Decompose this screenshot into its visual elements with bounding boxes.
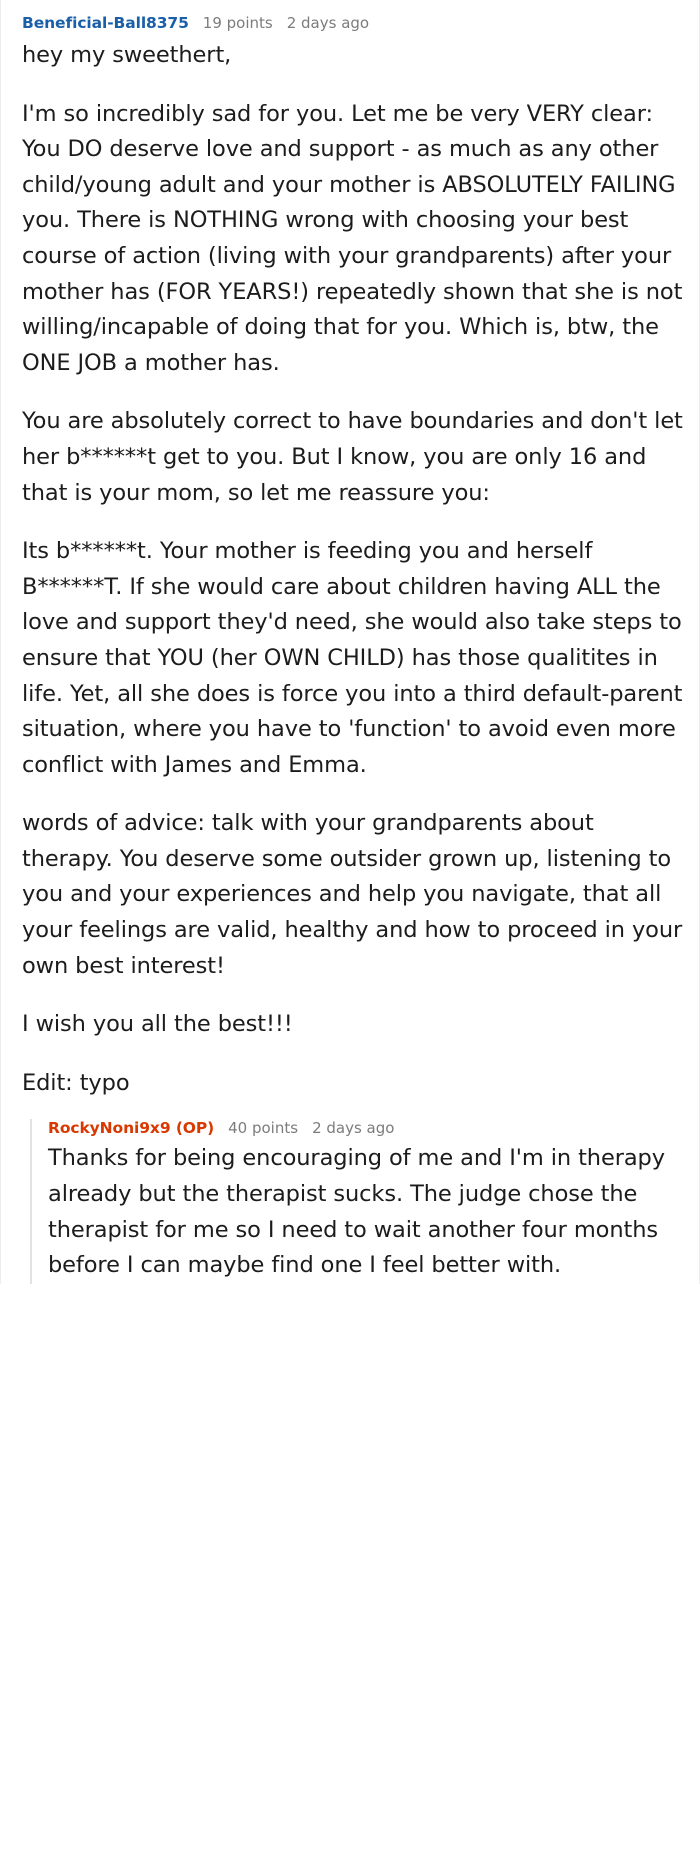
reply-comment	[30, 1119, 684, 1283]
comment-author[interactable]: Beneficial-Ball8375	[22, 14, 189, 32]
comment-timestamp: 2 days ago	[286, 14, 370, 32]
comment-paragraph: hey my sweethert,	[22, 42, 232, 68]
comment	[22, 14, 684, 1284]
left-border	[0, 0, 1, 1284]
comment-paragraph: words of advice: talk with your grandparents about therapy. You deserve some outsider grown up, listening to you and your experiences and help you navigate, that all your feelings are valid, healthy and how to proceed in your own best interest!	[22, 810, 683, 979]
comment-paragraph: I'm so incredibly sad for you. Let me be very VERY clear: You DO deserve love and support - as much as any other child/young adult and your mother is ABSOLUTELY FAILING you. There is NOTHING wrong with choosing your best course of action (living with your grandparents) after your mother has (FOR YEARS!) repeatedly shown that she is not willing/incapable of doing that for you. Which is, btw, the ONE JOB a mother has.	[22, 100, 683, 376]
reply-header	[48, 1119, 684, 1137]
reply-paragraph: Thanks for being encouraging of me and I'm in therapy already but the therapist sucks. The judge chose the therapist for me so I need to wait another four months before I can maybe find one I feel better with.	[48, 1145, 665, 1279]
comment-paragraph: You are absolutely correct to have boundaries and don't let her b******t get to you. But I know, you are only 16 and that is your mom, so let me reassure you:	[22, 408, 683, 506]
comment-paragraph: I wish you all the best!!!	[22, 1011, 293, 1038]
comment-paragraph: Edit: typo	[22, 1069, 130, 1096]
reply-body	[48, 1141, 684, 1283]
reply-author[interactable]: RockyNoni9x9 (OP)	[48, 1119, 215, 1138]
comment-paragraph: Its b******t. Your mother is feeding you and herself B******T. If she would care about children having ALL the love and support they'd need, she would also take steps to ensure that YOU (her OWN CHILD) has those qualitites in life. Yet, all she does is force you into a third default-parent situation, where you have to 'function' to avoid even more conflict with James and Emma.	[22, 538, 683, 778]
comment-points: 19 points	[202, 14, 273, 32]
reply-timestamp: 2 days ago	[312, 1119, 395, 1138]
comment-body	[22, 38, 684, 1101]
comment-header	[22, 14, 684, 32]
reply-points: 40 points	[228, 1119, 299, 1138]
